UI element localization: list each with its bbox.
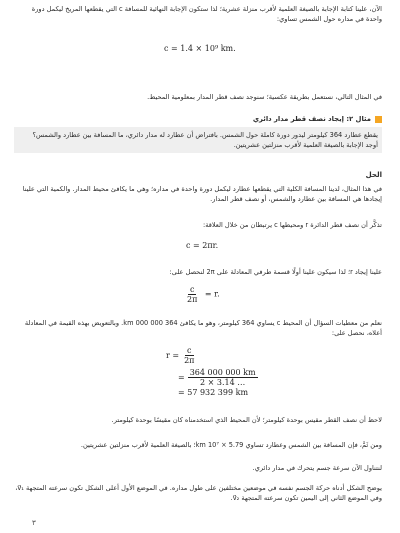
example-marker-icon <box>375 116 382 123</box>
equation-radius-formula: $\frac{c}{2\pi}$ = r. <box>187 285 220 304</box>
paragraph-problem-analysis: في هذا المثال، لدينا المسافة الكلية التي يقطعها عطارد ليكمل دورة واحدة في مداره؛ وهي ما يكافئ محيط المدار. والكمية التي علينا إيجادها هي المسافة بين عطارد والشمس، أو نصف قطر المدار. <box>22 185 382 203</box>
paragraph-final-answer: ومن ثَمَّ، فإن المسافة بين الشمس وعطارد تساوي km 10⁷ × 5.79؛ بالصيغة العلمية لأقرب منزلتين عشريتين. <box>80 441 382 449</box>
paragraph-answer-format: الآن، علينا كتابة الإجابة بالصيغة العلمية لأقرب منزلة عشرية؛ لذا ستكون الإجابة النهائية للمسافة c التي يقطعها المريخ ليكمل دورة واحدة في مداره حول الشمس تساوي: <box>31 5 382 23</box>
paragraph-figure-description: يوضح الشكل أدناه حركة الجسم نفسه في موضعين مختلفين على طول مداره. في الموضع الأول أعلى الشكل تكون سرعته المتجهة v⃗₁، وفي الموضع الثاني إلى اليمين تكون سرعته المتجهة v⃗₂. <box>15 484 382 502</box>
equation-mars-distance: c = 1.4 × 10⁹ km. <box>164 44 236 53</box>
document-page <box>14 0 382 533</box>
paragraph-units-note: لاحظ أن نصف القطر مقيس بوحدة كيلومتر؛ لأن المحيط الذي استخدمناه كان مقيسًا بوحدة كيلومتر. <box>111 416 382 424</box>
equation-circumference: c = 2πr. <box>186 241 219 250</box>
paragraph-next-example-intro: في المثال التالي، نستعمل بطريقة عكسية؛ سنوجد نصف قطر المدار بمعلومية المحيط. <box>147 93 382 101</box>
paragraph-radius-circumference: تذكَّر أن نصف قطر الدائرة r ومحيطها c يرتبطان من خلال العلاقة: <box>202 221 382 229</box>
example-title-text: مثال ٢: إيجاد نصف قطر مدار دائري <box>252 115 371 123</box>
paragraph-velocity-intro: لنتناول الآن سرعة جسم يتحرك في مدار دائري. <box>252 464 382 472</box>
example-question-box: يقطع عطارد 364 كيلومتر ليدور دورة كاملة حول الشمس. بافتراض أن عطارد له مدار دائري، ما المسافة بين عطارد والشمس؟ أوجد الإجابة بالصيغة العلمية لأقرب منزلتين عشريتين. <box>14 127 382 153</box>
equation-radius-calculation: r = $\frac{c}{2\pi}$ = $\frac{364 000 000 km}{2 \times 3.14 \dots}$ = 57 932 399 km <box>166 345 256 397</box>
page-number: ٣ <box>32 519 36 527</box>
fraction: $\frac{c}{2\pi}$ <box>187 285 198 304</box>
paragraph-substitution: نعلم من معطيات السؤال أن المحيط c يساوي 364 كيلومتر، وهو ما يكافئ 364 000 000 km. وبالتعويض بهذه القيمة في المعادلة أعلاه، نحصل على: <box>24 319 382 337</box>
solution-heading: الحل <box>365 171 382 179</box>
paragraph-divide-both-sides: علينا إيجاد r؛ لذا سيكون علينا أولًا قسمة طرفي المعادلة على 2π لنحصل على: <box>169 268 382 276</box>
example-title <box>253 114 382 124</box>
